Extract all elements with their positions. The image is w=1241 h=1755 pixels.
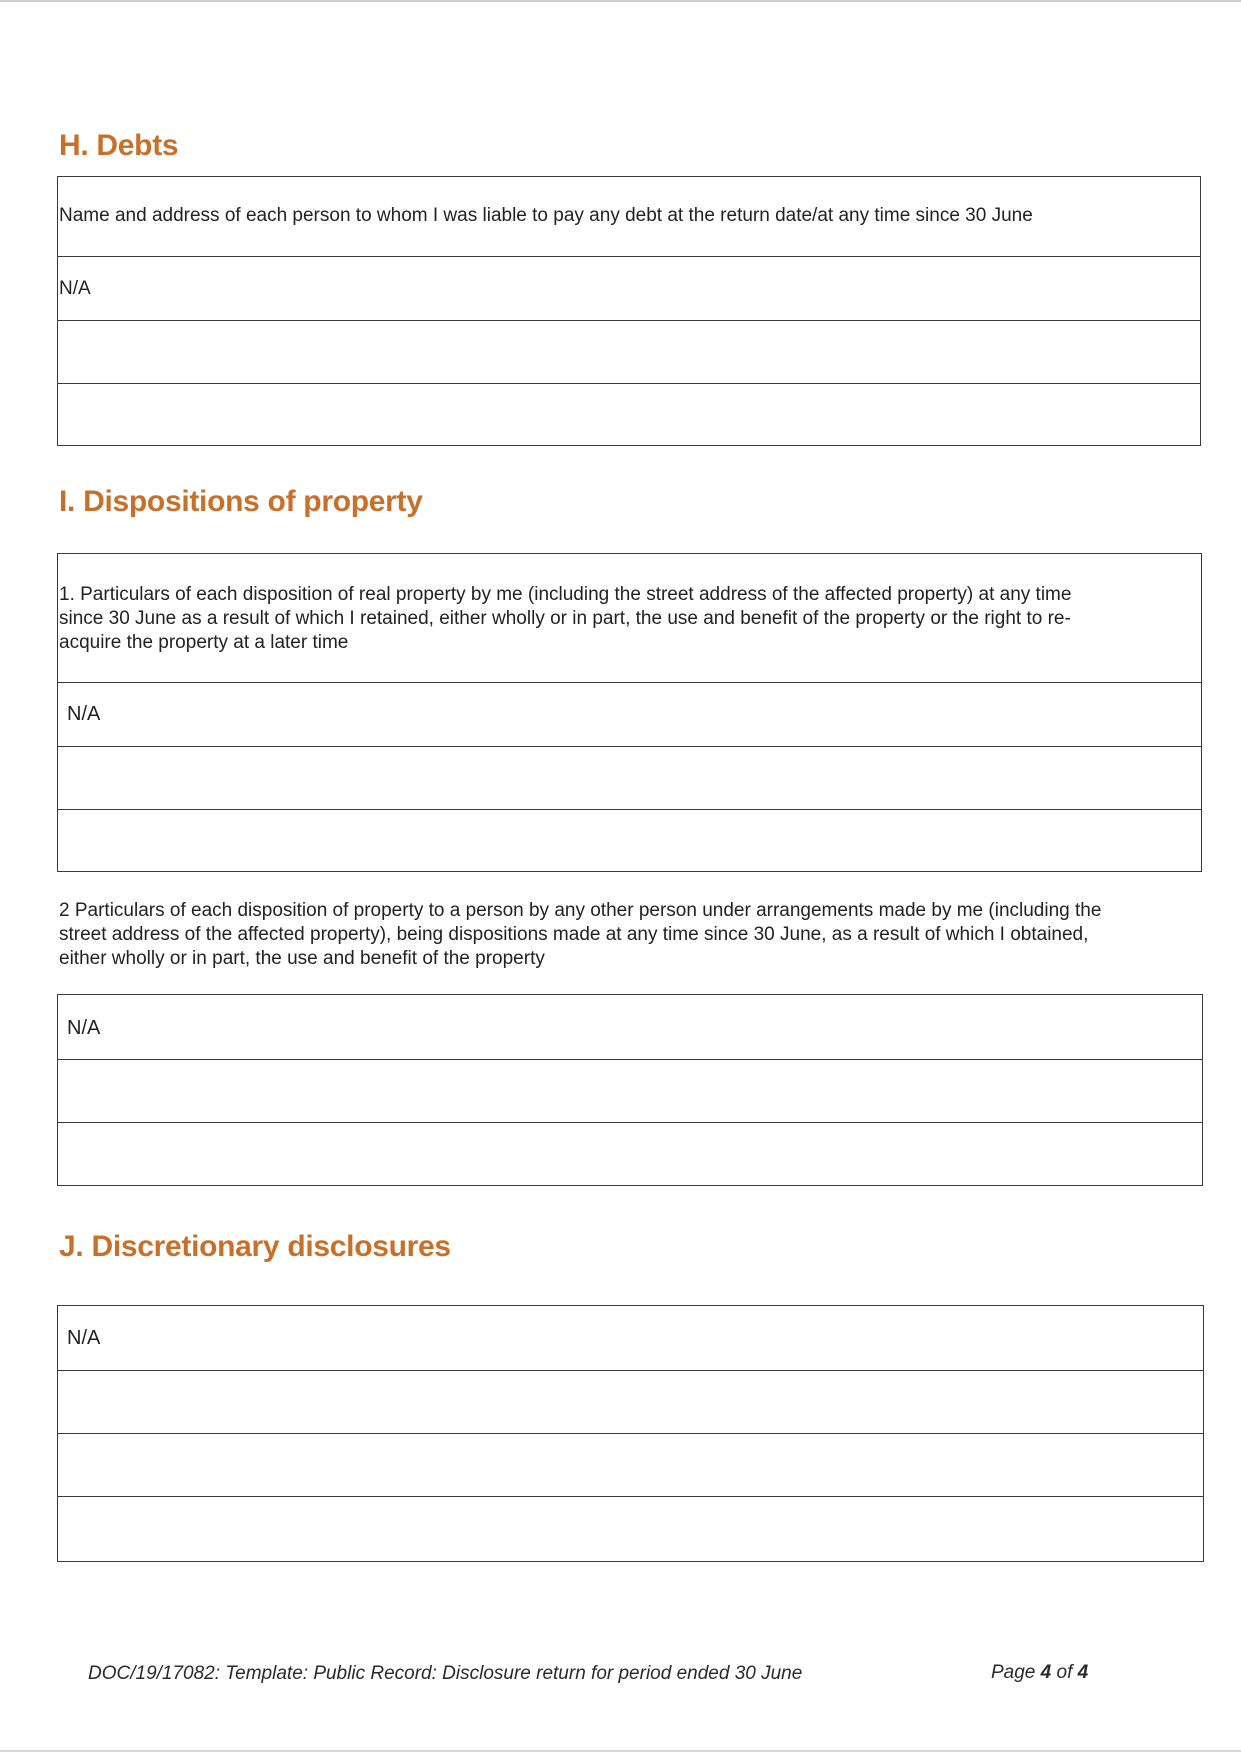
section-heading-debts: H. Debts (59, 129, 179, 162)
dispositions-part1-header-line-3: acquire the property at a later time (59, 632, 349, 653)
discretionary-row-3[interactable] (58, 1433, 1203, 1496)
footer-page-total: 4 (1077, 1662, 1089, 1683)
debts-table-header-text: Name and address of each person to whom I was liable to pay any debt at the return date/at any time since 30 June (59, 205, 1033, 226)
section-heading-dispositions: I. Dispositions of property (59, 485, 423, 518)
dispositions-part1-row-1[interactable] (58, 682, 1201, 746)
discretionary-table (57, 1305, 1204, 1562)
debts-row-2[interactable] (58, 320, 1200, 383)
dispositions-part1-header (58, 554, 1201, 682)
dispositions-part2-row-1-value: N/A (67, 1017, 101, 1039)
debts-row-3[interactable] (58, 383, 1200, 444)
dispositions-part2-line-1: 2 Particulars of each disposition of property to a person by any other person under arrangements made by me (including the (59, 900, 1102, 921)
dispositions-part2-row-2[interactable] (58, 1059, 1202, 1122)
section-heading-discretionary: J. Discretionary disclosures (59, 1230, 451, 1263)
bottom-scan-edge (0, 1750, 1241, 1752)
discretionary-row-2[interactable] (58, 1370, 1203, 1433)
footer-page-prefix: Page (991, 1662, 1041, 1683)
dispositions-part1-header-line-2: since 30 June as a result of which I retained, either wholly or in part, the use and benefit of the property or the right to re- (59, 608, 1071, 629)
discretionary-row-1[interactable] (58, 1306, 1203, 1370)
debts-table-header (58, 177, 1200, 256)
discretionary-row-1-value: N/A (67, 1327, 101, 1349)
dispositions-part1-row-2[interactable] (58, 746, 1201, 809)
dispositions-part1-table (57, 553, 1202, 872)
footer-page-number (991, 1662, 1088, 1684)
dispositions-part2-row-1[interactable] (58, 995, 1202, 1059)
debts-table (57, 176, 1201, 446)
discretionary-row-4[interactable] (58, 1496, 1203, 1560)
footer-document-reference: DOC/19/17082: Template: Public Record: Disclosure return for period ended 30 June (88, 1663, 803, 1684)
dispositions-part2-table (57, 994, 1203, 1186)
top-scan-edge (0, 0, 1241, 2)
footer-page-sep: of (1051, 1662, 1078, 1683)
dispositions-part2-line-2: street address of the affected property), being dispositions made at any time since 30 June, as a result of which I obtained, (59, 924, 1089, 945)
footer-page-current: 4 (1040, 1662, 1052, 1683)
dispositions-part1-header-line-1: 1. Particulars of each disposition of real property by me (including the street address of the affected property) at any time (59, 584, 1072, 605)
debts-row-1-value: N/A (59, 278, 91, 299)
dispositions-part2-row-3[interactable] (58, 1122, 1202, 1184)
dispositions-part1-row-3[interactable] (58, 809, 1201, 870)
dispositions-part2-line-3: either wholly or in part, the use and benefit of the property (59, 948, 545, 969)
debts-row-1[interactable] (58, 256, 1200, 320)
dispositions-part1-row-1-value: N/A (67, 703, 101, 725)
